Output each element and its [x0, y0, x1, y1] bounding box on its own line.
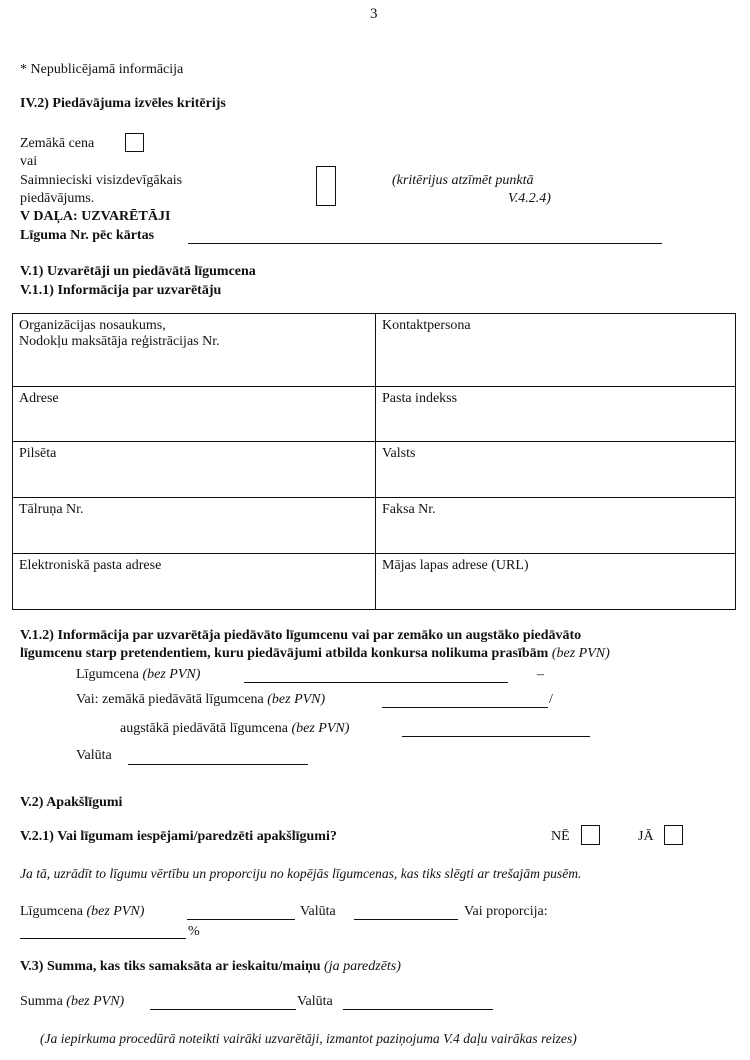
no-label: NĒ	[551, 829, 570, 844]
yes-checkbox[interactable]	[664, 825, 683, 845]
email-label: Elektroniskā pasta adrese	[19, 558, 162, 573]
contact-person-cell[interactable]	[376, 314, 736, 387]
email-cell[interactable]	[13, 554, 376, 610]
postal-code-cell[interactable]	[376, 387, 736, 442]
highest-offer-vat: (bez PVN)	[291, 721, 350, 736]
contract-no-label: Līguma Nr. pēc kārtas	[20, 228, 155, 243]
unpublished-note: * Nepublicējamā informācija	[20, 62, 184, 77]
fax-cell[interactable]	[376, 498, 736, 554]
contract-price-vat: (bez PVN)	[142, 667, 201, 682]
section-v12-title-line2	[20, 646, 610, 662]
sub-price-field[interactable]	[187, 919, 295, 920]
section-v3-title: V.3) Summa, kas tiks samaksāta ar ieskaitu/maiņu	[20, 959, 321, 974]
sub-proportion-label: Vai proporcija:	[464, 904, 548, 919]
section-v2-title: V.2) Apakšlīgumi	[20, 795, 123, 810]
contract-no-field[interactable]	[188, 243, 662, 244]
footer-note: (Ja iepirkuma procedūrā noteikti vairāki uzvarētāji, izmantot paziņojuma V.4 daļu vairākas reizes)	[40, 1031, 577, 1046]
subcontract-instruction: Ja tā, uzrādīt to līgumu vērtību un proporciju no kopējās līgumcenas, kas tiks slēgti ar trešajām pusēm.	[20, 866, 582, 881]
economic-checkbox[interactable]	[316, 166, 336, 206]
website-label: Mājas lapas adrese (URL)	[382, 558, 529, 573]
or-label: vai	[20, 154, 38, 169]
section-v12-title-vat: (bez PVN)	[551, 646, 610, 661]
address-cell[interactable]	[13, 387, 376, 442]
lowest-offer-row	[76, 692, 325, 708]
section-v12-title-line2-text: līgumcenu starp pretendentiem, kuru piedāvājumi atbilda konkursa nolikuma prasībām	[20, 646, 549, 661]
highest-offer-field[interactable]	[402, 736, 590, 737]
lowest-offer-vat: (bez PVN)	[267, 692, 326, 707]
sub-price-label: Līgumcena	[20, 904, 83, 919]
lowest-offer-label: Vai: zemākā piedāvātā līgumcena	[76, 692, 264, 707]
yes-label: JĀ	[638, 829, 654, 844]
sub-currency-field[interactable]	[354, 919, 458, 920]
sub-proportion-field[interactable]	[20, 938, 186, 939]
contact-person-label: Kontaktpersona	[382, 318, 471, 333]
lowest-price-checkbox[interactable]	[125, 133, 144, 152]
contract-price-label: Līgumcena	[76, 667, 139, 682]
currency-field[interactable]	[128, 764, 308, 765]
section-iv2-title: IV.2) Piedāvājuma izvēles kritērijs	[20, 96, 226, 111]
city-label: Pilsēta	[19, 446, 57, 461]
economic-label-line1: Saimnieciski visizdevīgākais	[20, 173, 183, 188]
country-cell[interactable]	[376, 442, 736, 498]
table-row	[13, 387, 736, 442]
criteria-note-line2: V.4.2.4)	[508, 191, 551, 206]
section-v3-title-note: (ja paredzēts)	[324, 959, 401, 974]
offer-slash: /	[549, 692, 553, 707]
table-row	[13, 498, 736, 554]
phone-label: Tālruņa Nr.	[19, 502, 84, 517]
part-v-title: V DAĻA: UZVARĒTĀJI	[20, 209, 171, 224]
contract-price-field[interactable]	[244, 682, 508, 683]
city-cell[interactable]	[13, 442, 376, 498]
postal-code-label: Pasta indekss	[382, 391, 458, 406]
economic-label-line2: piedāvājums.	[20, 191, 95, 206]
country-label: Valsts	[382, 446, 416, 461]
winner-info-table	[12, 313, 736, 610]
table-row	[13, 314, 736, 387]
sub-price-vat: (bez PVN)	[86, 904, 145, 919]
currency-label: Valūta	[76, 748, 112, 763]
highest-offer-label: augstākā piedāvātā līgumcena	[120, 721, 288, 736]
contract-price-dash: –	[537, 667, 544, 682]
sub-price-row	[20, 904, 144, 920]
org-name-label: Organizācijas nosaukums,	[19, 318, 166, 333]
table-row	[13, 554, 736, 610]
subcontract-question: V.2.1) Vai līgumam iespējami/paredzēti apakšlīgumi?	[20, 829, 337, 844]
org-name-cell[interactable]	[13, 314, 376, 387]
sub-currency-label: Valūta	[300, 904, 336, 919]
section-v3-title-row	[20, 959, 401, 975]
sum-currency-label: Valūta	[297, 994, 333, 1009]
contract-price-row	[76, 667, 200, 683]
sum-currency-field[interactable]	[343, 1009, 493, 1010]
section-v12-title-line1: V.1.2) Informācija par uzvarētāja piedāvāto līgumcenu vai par zemāko un augstāko piedāvāto	[20, 628, 582, 643]
phone-cell[interactable]	[13, 498, 376, 554]
highest-offer-row	[120, 721, 349, 737]
sum-field[interactable]	[150, 1009, 296, 1010]
sum-label: Summa	[20, 994, 63, 1009]
tax-reg-label: Nodokļu maksātāja reģistrācijas Nr.	[19, 334, 220, 349]
website-cell[interactable]	[376, 554, 736, 610]
lowest-offer-field[interactable]	[382, 707, 548, 708]
section-v11-title: V.1.1) Informācija par uzvarētāju	[20, 283, 222, 298]
table-row	[13, 442, 736, 498]
sum-row	[20, 994, 124, 1010]
no-checkbox[interactable]	[581, 825, 600, 845]
page-number: 3	[370, 6, 378, 22]
percent-sign: %	[188, 924, 200, 939]
sum-vat: (bez PVN)	[66, 994, 125, 1009]
address-label: Adrese	[19, 391, 59, 406]
criteria-note-line1: (kritērijus atzīmēt punktā	[392, 173, 534, 188]
section-v1-title: V.1) Uzvarētāji un piedāvātā līgumcena	[20, 264, 256, 279]
lowest-price-label: Zemākā cena	[20, 136, 95, 151]
fax-label: Faksa Nr.	[382, 502, 436, 517]
